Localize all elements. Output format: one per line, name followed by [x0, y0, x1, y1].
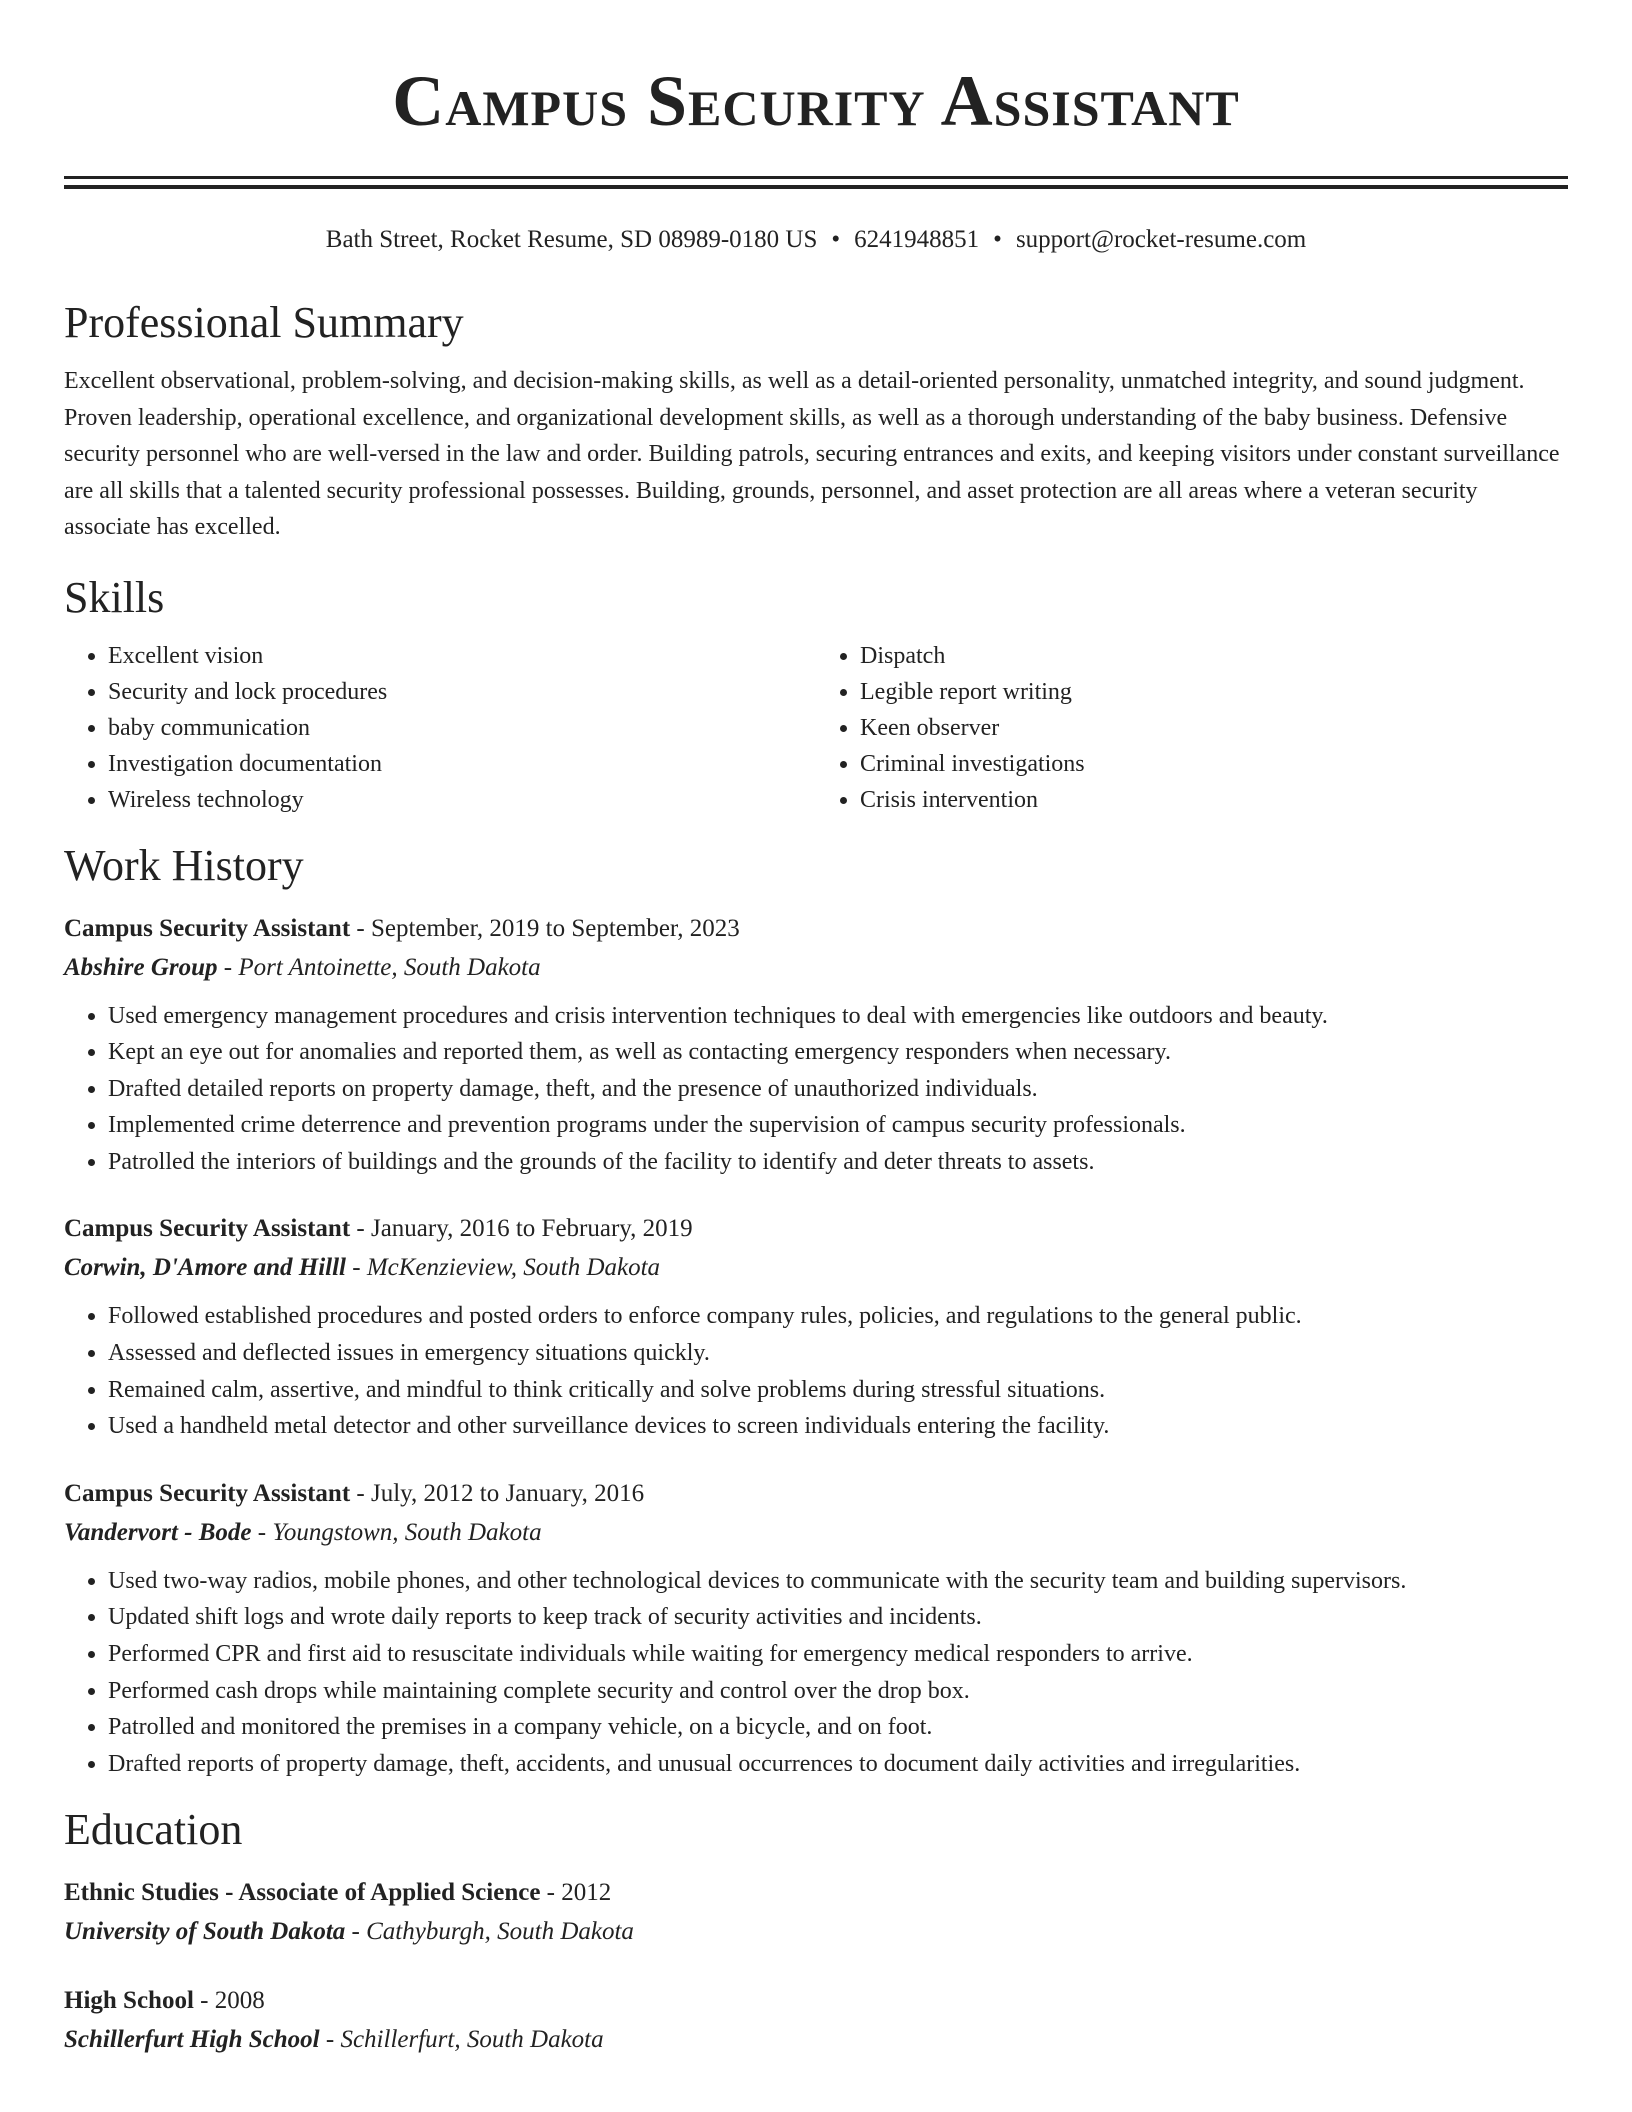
skills-heading: Skills [64, 572, 165, 622]
skill-item: • Security and lock procedures [108, 674, 816, 710]
job-bullet: • Assessed and deflected issues in emergency situations quickly. [108, 1335, 1568, 1372]
title-divider-top [64, 176, 1568, 179]
contact-separator: • [993, 226, 1002, 253]
job-entry [64, 1210, 1568, 1444]
education-degree-line [64, 1874, 1568, 1912]
education-school: University of South Dakota [64, 1918, 346, 1946]
job-bullet: • Followed established procedures and posted orders to enforce company rules, policies, and regulations to the general public. [108, 1298, 1568, 1335]
skills-column-left [64, 638, 816, 818]
education-degree: Ethnic Studies - Associate of Applied Science [64, 1879, 541, 1907]
job-entry [64, 1475, 1568, 1783]
job-company-line [64, 1513, 1568, 1553]
contact-address: Bath Street, Rocket Resume, SD 08989-0180 US [325, 226, 818, 253]
skill-item: • Criminal investigations [860, 746, 1568, 782]
skills-column-right [816, 638, 1568, 818]
job-title: Campus Security Assistant [64, 1215, 351, 1243]
job-company-line [64, 1248, 1568, 1288]
contact-line [64, 225, 1568, 255]
summary-heading: Professional Summary [64, 298, 464, 347]
job-dates: - July, 2012 to January, 2016 [350, 1479, 645, 1507]
education-heading: Education [64, 1805, 243, 1855]
job-bullet: • Used two-way radios, mobile phones, and other technological devices to communicate with the security team and building supervisors. [108, 1563, 1568, 1600]
job-bullet: • Remained calm, assertive, and mindful to think critically and solve problems during stressful situations. [108, 1372, 1568, 1409]
skill-item: • Investigation documentation [108, 746, 816, 782]
skill-item: • Excellent vision [108, 638, 816, 674]
job-location: - McKenzieview, South Dakota [346, 1254, 661, 1282]
job-bullet: • Implemented crime deterrence and prevention programs under the supervision of campus security professionals. [108, 1107, 1568, 1144]
job-company: Abshire Group [64, 953, 218, 981]
contact-phone: 6241948851 [854, 226, 980, 253]
work-history-heading: Work History [64, 840, 304, 890]
job-bullets [64, 1563, 1568, 1783]
education-entry [64, 1982, 1568, 2060]
skill-item: • Legible report writing [860, 674, 1568, 710]
job-location: - Port Antoinette, South Dakota [217, 953, 541, 981]
education-degree: High School [64, 1987, 194, 2015]
job-dates: - January, 2016 to February, 2019 [350, 1215, 693, 1243]
job-bullet: • Patrolled and monitored the premises in a company vehicle, on a bicycle, and on foot. [108, 1709, 1568, 1746]
education-degree-line [64, 1982, 1568, 2020]
job-bullet: • Patrolled the interiors of buildings and the grounds of the facility to identify and deter threats to assets. [108, 1144, 1568, 1181]
skill-item: • Dispatch [860, 638, 1568, 674]
skills-list [64, 638, 1568, 818]
education-school-line [64, 1912, 1568, 1952]
job-title: Campus Security Assistant [64, 914, 351, 942]
education-school-line [64, 2020, 1568, 2060]
summary-text: Excellent observational, problem-solving, and decision-making skills, as well as a detail-oriented personality, unmatched integrity, and sound judgment. Proven leadership, operational excellence, and organizational development skills, as well as a thorough understanding of the baby business. Defensive security personnel who are well-versed in the law and order. Building patrols, securing entrances and exits, and keeping visitors under constant surveillance are all skills that a talented security professional possesses. Building, grounds, personnel, and asset protection are all areas where a veteran security associate has excelled. [64, 368, 1560, 540]
job-bullet: • Performed cash drops while maintaining complete security and control over the drop box. [108, 1673, 1568, 1710]
skill-item: • Keen observer [860, 710, 1568, 746]
job-bullets [64, 998, 1568, 1181]
skill-item: • Crisis intervention [860, 782, 1568, 818]
contact-separator: • [831, 226, 841, 253]
education-school: Schillerfurt High School [64, 2026, 320, 2054]
job-dates: - September, 2019 to September, 2023 [350, 914, 740, 942]
job-bullets [64, 1298, 1568, 1444]
skill-item: • baby communication [108, 710, 816, 746]
job-title-line [64, 1475, 1568, 1513]
education-year: - 2008 [193, 1987, 265, 2015]
education-location: - Cathyburgh, South Dakota [345, 1918, 634, 1946]
education-location: - Schillerfurt, South Dakota [319, 2026, 604, 2054]
job-bullet: • Kept an eye out for anomalies and reported them, as well as contacting emergency responders when necessary. [108, 1034, 1568, 1071]
contact-email: support@rocket-resume.com [1015, 226, 1307, 253]
job-bullet: • Updated shift logs and wrote daily reports to keep track of security activities and incidents. [108, 1599, 1568, 1636]
job-title-line [64, 910, 1568, 948]
skill-item: • Wireless technology [108, 782, 816, 818]
title-divider-bottom [64, 185, 1568, 189]
job-title-line [64, 1210, 1568, 1248]
job-title: Campus Security Assistant [64, 1479, 351, 1507]
job-bullet: • Used emergency management procedures and crisis intervention techniques to deal with emergencies like outdoors and beauty. [108, 998, 1568, 1035]
job-bullet: • Drafted reports of property damage, theft, accidents, and unusual occurrences to document daily activities and irregularities. [108, 1746, 1568, 1783]
job-company: Corwin, D'Amore and Hilll [64, 1254, 347, 1282]
job-entry [64, 910, 1568, 1181]
job-bullet: • Used a handheld metal detector and other surveillance devices to screen individuals entering the facility. [108, 1408, 1568, 1445]
job-bullet: • Drafted detailed reports on property damage, theft, and the presence of unauthorized individuals. [108, 1071, 1568, 1108]
education-entry [64, 1874, 1568, 1952]
page-title: Campus Security Assistant [392, 61, 1240, 141]
job-location: - Youngstown, South Dakota [251, 1518, 542, 1546]
job-company: Vandervort - Bode [64, 1518, 252, 1546]
job-company-line [64, 948, 1568, 988]
job-bullet: • Performed CPR and first aid to resuscitate individuals while waiting for emergency medical responders to arrive. [108, 1636, 1568, 1673]
education-year: - 2012 [540, 1879, 612, 1907]
